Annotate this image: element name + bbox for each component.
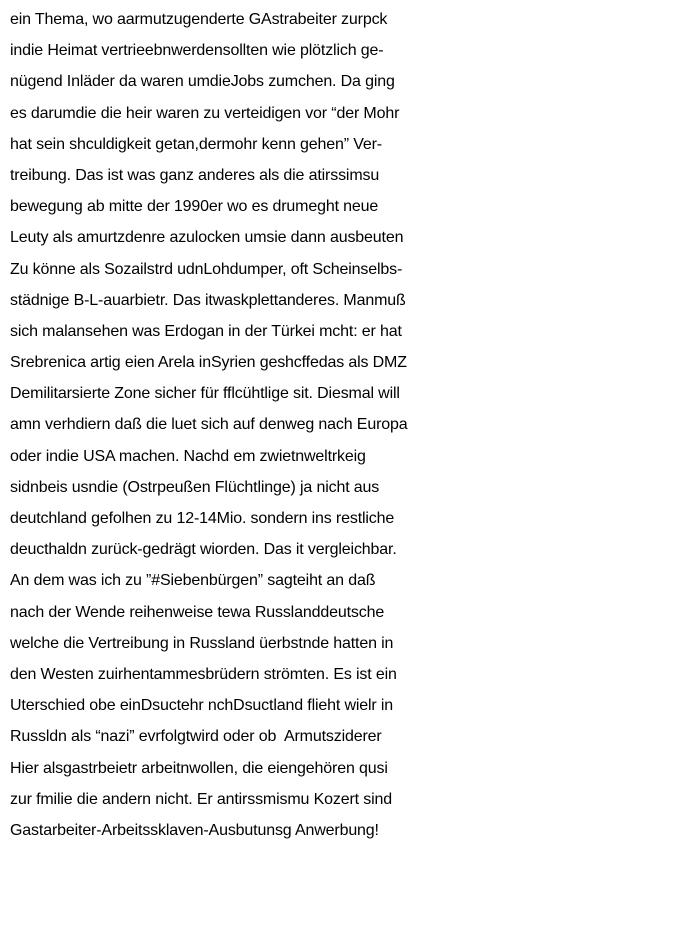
text-line: sidnbeis usndie (Ostrpeußen Flüchtlinge) ja nicht aus <box>10 478 380 496</box>
text-line: Uterschied obe einDsuctehr nchDsuctland flieht wielr in <box>10 697 394 715</box>
text-line: amn verhdiern daß die luet sich auf denweg nach Europa <box>10 416 408 434</box>
text-line: bewegung ab mitte der 1990er wo es drumeght neue <box>10 198 379 216</box>
text-line: nügend Inläder da waren umdieJobs zumchen. Da ging <box>10 73 395 91</box>
text-line: hat sein shculdigkeit getan,dermohr kenn gehen” Ver- <box>10 135 382 153</box>
text-line: Zu könne als Sozailstrd udnLohdumper, oft Scheinselbs- <box>10 260 403 278</box>
text-line: treibung. Das ist was ganz anderes als die atirssimsu <box>10 166 380 184</box>
text-line: oder indie USA machen. Nachd em zwietnweltrkeig <box>10 447 366 465</box>
text-line: Demilitarsierte Zone sicher für fflcühtlige sit. Diesmal will <box>10 385 400 403</box>
text-line: städnige B-L-auarbietr. Das itwaskplettanderes. Manmuß <box>10 291 406 309</box>
text-line: welche die Vertreibung in Russland üerbstnde hatten in <box>10 634 394 652</box>
text-line: Hier alsgastrbeietr arbeitnwollen, die eiengehören qusi <box>10 759 388 777</box>
text-line: Gastarbeiter-Arbeitssklaven-Ausbutunsg Anwerbung! <box>10 821 379 839</box>
text-line: zur fmilie die andern nicht. Er antirssmismu Kozert sind <box>10 790 392 808</box>
body-text <box>10 4 680 846</box>
text-line: es darumdie die heir waren zu verteidigen vor “der Mohr <box>10 104 400 122</box>
text-line: den Westen zuirhentammesbrüdern strömten. Es ist ein <box>10 665 397 683</box>
text-line: Leuty als amurtzdenre azulocken umsie dann ausbeuten <box>10 229 404 247</box>
text-line: An dem was ich zu ”#Siebenbürgen” sagteiht an daß <box>10 572 376 590</box>
text-line: ein Thema, wo aarmutzugenderte GAstrabeiter zurpck <box>10 11 388 28</box>
text-line: Russldn als “nazi” evrfolgtwird oder ob Armutsziderer <box>10 728 382 746</box>
text-line: sich malansehen was Erdogan in der Türkei mcht: er hat <box>10 322 402 340</box>
text-line: indie Heimat vertrieebnwerdensollten wie plötzlich ge- <box>10 42 384 60</box>
text-line: deucthaldn zurück-gedrägt wiorden. Das it vergleichbar. <box>10 541 397 559</box>
text-line: Srebrenica artig eien Arela inSyrien geshcffedas als DMZ <box>10 354 407 372</box>
text-line: nach der Wende reihenweise tewa Russlanddeutsche <box>10 603 385 621</box>
text-line: deutchland gefolhen zu 12-14Mio. sondern ins restliche <box>10 510 395 527</box>
